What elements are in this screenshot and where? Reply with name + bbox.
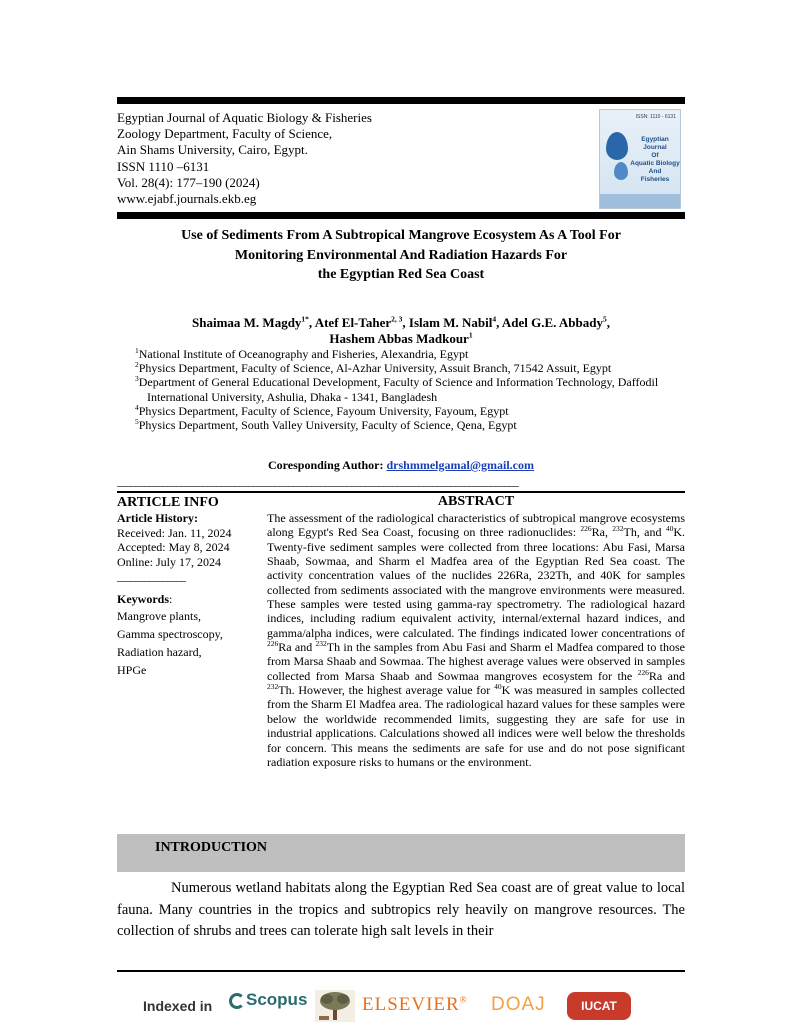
author-list: Shaimaa M. Magdy$^{1*}$, Atef El-Taher$^{2, 3}$, Islam M. Nabil$^4$, Adel G.E. Abbady$^5$, Hashem Abbas Madkour$^1$ [192,314,610,346]
author-name: Shaimaa M. Magdy [192,315,302,330]
affiliation-item: $^1$National Institute of Oceanography and Fisheries, Alexandria, Egypt [135,346,469,361]
header-bottom-rule [117,212,685,219]
affiliation-item: $^2$Physics Department, Faculty of Science, Al-Azhar University, Assuit Branch, 71542 Assuit, Egypt [135,360,612,376]
affiliation-item: $^3$Department of General Educational Development, Faculty of Science and Information Technology, Daffodil [135,374,659,390]
affiliations [135,347,695,432]
author-name: Hashem Abbas Madkour [329,331,469,346]
journal-department: Zoology Department, Faculty of Science, [117,126,333,142]
iucat-logo[interactable]: IUCAT [567,992,631,1020]
author-name: , Islam M. Nabil [402,315,493,330]
water-drop-icon [606,132,628,160]
article-info-heading: ARTICLE INFO [117,495,219,510]
journal-info [117,110,372,207]
journal-university: Ain Shams University, Cairo, Egypt. [117,142,308,158]
paper-title: Use of Sediments From A Subtropical Mangrove Ecosystem As A Tool For Monitoring Environmental And Radiation Hazards For the Egyptian Red Sea Coast [181,228,621,282]
cover-issn-tag: ISSN: 1110 - 6131 [635,114,676,120]
info-separator: _______________ [117,569,185,584]
introduction-heading: INTRODUCTION [155,840,268,855]
abstract-heading: ABSTRACT [437,494,515,509]
separator-dashes: _________________________________________________________________________________________ [117,474,518,488]
affiliation-item-continued: International University, Ashulia, Dhaka - 1341, Bangladesh [147,389,438,404]
journal-website[interactable]: www.ejabf.journals.ekb.eg [117,191,257,207]
header-top-rule [117,97,685,104]
cover-wave [600,194,680,208]
article-info [117,494,267,679]
elsevier-tree-icon [315,990,355,1022]
cover-title: Egyptian Journal Of Aquatic Biology And Fisheries [630,136,680,183]
author-name: , Adel G.E. Abbady [496,315,603,330]
water-drop-small-icon [614,162,628,180]
footer-rule [117,970,685,972]
author-name: , Atef El-Taher [308,315,392,330]
elsevier-logo[interactable]: ELSEVIER® [362,994,468,1015]
keywords-heading: Keywords: [117,591,173,606]
corresponding-author-email-link[interactable]: drshmmelgamal@gmail.com [386,458,534,472]
journal-issn: ISSN 1110 –6131 [117,158,210,174]
accepted-date: Accepted: May 8, 2024 [117,540,230,555]
scopus-logo[interactable]: Scopus [229,990,307,1010]
journal-cover-image [599,109,681,209]
affiliation-item: $^5$Physics Department, South Valley University, Faculty of Science, Qena, Egypt [135,417,517,433]
corresponding-author-label: Coresponding Author: [268,458,387,472]
received-date: Received: Jan. 11, 2024 [117,525,232,540]
affiliation-item: $^4$Physics Department, Faculty of Science, Fayoum University, Fayoum, Egypt [135,402,509,418]
doaj-logo[interactable]: DOAJ [491,994,546,1015]
keyword-item: Radiation hazard, [117,644,202,659]
journal-volume: Vol. 28(4): 177–190 (2024) [117,174,260,190]
corresponding-author [117,458,685,473]
keyword-item: Mangrove plants, [117,608,201,623]
keyword-item: HPGe [117,662,147,677]
introduction-text: Numerous wetland habitats along the Egyptian Red Sea coast are of great value to local fauna. Many countries in the tropics and subtropics rely heavily on mangrove resources. The collection of shrubs and trees can tolerate high salt levels in their [117,880,685,939]
keyword-item: Gamma spectroscopy, [117,626,223,641]
online-date: Online: July 17, 2024 [117,554,221,569]
abstract-text: The assessment of the radiological characteristics of subtropical mangrove ecosystems along Egypt's Red Sea Coast, focusing on three radionuclides: $^{226}$Ra, $^{232}$Th, and $^{40}$K. Twenty-five sediment samples were collected from three locations: Abu Fasi, Marsa Shaab, Sowmaa, and Sharm el Madfea area of the Egyptian Red Sea coast. The activity concentration values of the nuclides 226Ra, 232Th, and 40K for samples collected from sediments associated with the mangrove environments were measured. These samples were tested using gamma-ray spectrometry. The radiological hazard indices, including radium equivalent activity, internal/external hazard indices, and gamma/alpha indices, were calculated. The findings indicated lower concentrations of $^{226}$Ra and $^{232}$Th in the samples from Abu Fasi and Sharm el Madfea compared to those from Marsa Shaab and Sowmaa. The highest average values were observed in samples collected from Marsa Shaab and Sowmaa mangroves ecosystem for the $^{226}$Ra and $^{232}$Th. However, the highest average value for $^{40}$K was measured in samples collected from the Sharm El Madfea area. The radiological hazard values for these samples were below the worldwide recommended limits, suggesting they are safe for use in industrial applications. Calculations showed all indices were well below the thresholds for concern. This means the sediments are safe for use and do not pose significant radiation exposure risks to humans or the environment. [267,511,686,769]
article-history-label: Article History: [117,511,198,525]
scopus-ring-icon [229,993,245,1009]
journal-name: Egyptian Journal of Aquatic Biology & Fisheries [117,110,372,125]
indexed-in-label: Indexed in [143,998,213,1014]
article-info-top-rule [117,491,685,493]
